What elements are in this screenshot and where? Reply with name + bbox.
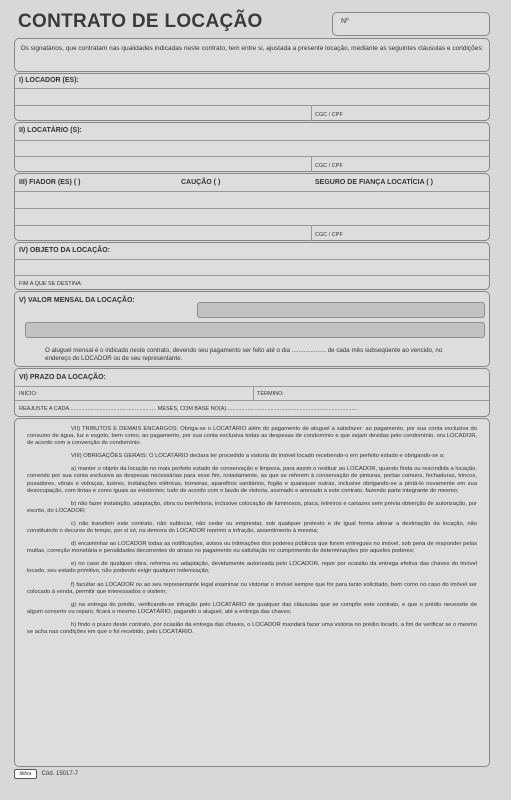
valor-numeric-field[interactable]	[197, 302, 485, 318]
reajuste-label: REAJUSTE A CADA......................................................... MESES, COM BASE NO(A)......................................................................................	[19, 406, 358, 412]
intro-text: Os signatários, que contratam nas qualidades indicadas neste contrato, tem entre si, ajustada a presente locação, mediante as seguintes cláusulas e condições:	[20, 45, 484, 52]
clause-h: h) findo o prazo deste contrato, por ocasião da entrega das chaves, o LOCADOR mandará fazer uma vistoria no prédio locado, a fim de verificar se o mesmo se acha nas condições em que o foi recebido, pelo LOCATÁRIO.	[27, 621, 477, 635]
divider	[15, 140, 489, 141]
objeto-section[interactable]	[14, 242, 490, 290]
divider	[253, 386, 254, 400]
divider	[15, 400, 489, 401]
fiador-section[interactable]	[14, 173, 490, 241]
contract-number-field[interactable]	[332, 12, 490, 36]
fiador-cgc-label: CGC / CPF	[315, 232, 343, 238]
locador-cgc-label: CGC / CPF	[315, 112, 343, 118]
divider	[15, 275, 489, 276]
divider	[15, 208, 489, 209]
valor-note: O aluguel mensal é o indicado neste contrato, devendo seu pagamento ser feito até o dia .................... de cada mês subseqüente ao vencido, no endereço do LOCADOR ou de seu representante.	[45, 347, 443, 362]
valor-section	[14, 291, 490, 367]
valor-label: V) VALOR MENSAL DA LOCAÇÃO:	[19, 297, 135, 304]
locador-label: I) LOCADOR (ES):	[19, 77, 79, 84]
prazo-label: VI) PRAZO DA LOCAÇÃO:	[19, 374, 106, 381]
clause-e: e) no caso de qualquer obra, reforma ou adaptação, devidamente autorizada pelo LOCADOR, repor por ocasião da entrega efetiva das chaves do imóvel locado, seu estado primitivo, não podendo exigir qualquer indenização;	[27, 561, 477, 575]
seguro-label: SEGURO DE FIANÇA LOCATÍCIA ( )	[315, 179, 433, 186]
divider	[15, 386, 489, 387]
caucao-label: CAUÇÃO ( )	[181, 179, 221, 186]
valor-extenso-field[interactable]	[25, 322, 485, 338]
divider	[311, 105, 312, 121]
inicio-label: INÍCIO:	[19, 391, 38, 397]
divider	[15, 259, 489, 260]
page-title: CONTRATO DE LOCAÇÃO	[18, 11, 263, 32]
locatario-section[interactable]	[14, 122, 490, 172]
divider	[15, 225, 489, 226]
clause-b: b) não fazer instalação, adaptação, obra ou benfeitoria, inclusive colocação de luminosos, placa, letreiros e cartazes sem prévia obtenção de autorização, por escrito, do LOCADOR;	[27, 500, 477, 514]
fim-destina-label: FIM A QUE SE DESTINA:	[19, 281, 83, 287]
locador-section[interactable]	[14, 73, 490, 121]
locatario-label: II) LOCATÁRIO (S):	[19, 127, 82, 134]
product-code: Cód. 15017-7	[41, 771, 79, 777]
number-label: Nº	[341, 18, 349, 25]
divider	[311, 225, 312, 241]
brand-logo: tilibra	[14, 769, 37, 779]
divider	[311, 156, 312, 172]
clause-a: a) manter o objeto da locação no mais perfeito estado de conservação e limpeza, para assim o restituir ao LOCADOR, quando finda ou rescindida a locação, correndo por sua conta exclusiva as despesas necessárias para esse fim, notadamente, as que se referem à conservação de pinturas, portas comuns, fechaduras, trincos, puxadores, vitrais e vidraças, lustres, instalações elétricas, torneiras, aparelhos sanitários, fogão e quaisquer outras, inclusive obrigando-se a pintá-lo novamente em sua desocupação, com tintas e cores iguais as existentes; tudo de acordo com o laudo de vistoria, assinado e anexado a este contrato, fazendo parte integrante do mesmo;	[27, 466, 477, 494]
divider	[15, 156, 489, 157]
footer	[14, 769, 78, 779]
fiador-label: III) FIADOR (ES) ( )	[19, 179, 81, 186]
clause-d: d) encaminhar ao LOCADOR todas as notificações, avisos ou intimações dos poderes públicos que forem entregues no imóvel, sob pena de responder pelas multas, correção monetária e penalidades decorrentes do atraso no pagamento ou satisfação no cumprimento de determinações por aqueles poderes;	[27, 541, 477, 555]
clause-viii: VIII) OBRIGAÇÕES GERAIS: O LOCATÁRIO declara ter procedido a vistoria do imóvel locado recebendo-o em perfeito estado e obrigando-se a:	[71, 453, 445, 460]
clause-vii: VII) TRIBUTOS E DEMAIS ENCARGOS: Obriga-se o LOCATÁRIO além do pagamento de aluguel a satisfazer: ao pagamento, por sua conta exclusiva do consumo de água, luz e esgoto, bem como, ao pagamento, por sua conta exclusiva todas as despesas de condomínio e que sejam devidas pelo condomínio, ora LOCADOR, de acordo com a convenção do condomínio.	[27, 426, 477, 447]
clause-f: f) facultar ao LOCADOR ou ao seu representante legal examinar ou vistoriar o imóvel sempre que for para tanto solicitado, bem como no caso do imóvel ser colocado à venda, permitir que interessados o visitem;	[27, 581, 477, 595]
locatario-cgc-label: CGC / CPF	[315, 163, 343, 169]
objeto-label: IV) OBJETO DA LOCAÇÃO:	[19, 247, 111, 254]
intro-box	[14, 38, 490, 72]
divider	[15, 105, 489, 106]
prazo-section[interactable]	[14, 368, 490, 417]
clause-c: c) não transferir este contrato, não sublocar, não ceder ou emprestar, sob qualquer pretexto e de igual forma alterar a destinação da locação, não constituindo o decurso do tempo, por si só, na demora do LOCADOR reprimir a infração, assentimento à mesma;	[27, 520, 477, 535]
divider	[15, 88, 489, 89]
divider	[15, 191, 489, 192]
clause-g: g) na entrega do prédio, verificando-se infração pelo LOCATÁRIO de qualquer das cláusulas que se compõe este contrato, e que o prédio necessite de algum conserto ou reparo, ficará o mesmo LOCATÁRIO, pagando o aluguel, até a entrega das chaves;	[27, 601, 477, 615]
termino-label: TÉRMINO:	[257, 391, 284, 397]
clauses-box	[14, 418, 490, 767]
